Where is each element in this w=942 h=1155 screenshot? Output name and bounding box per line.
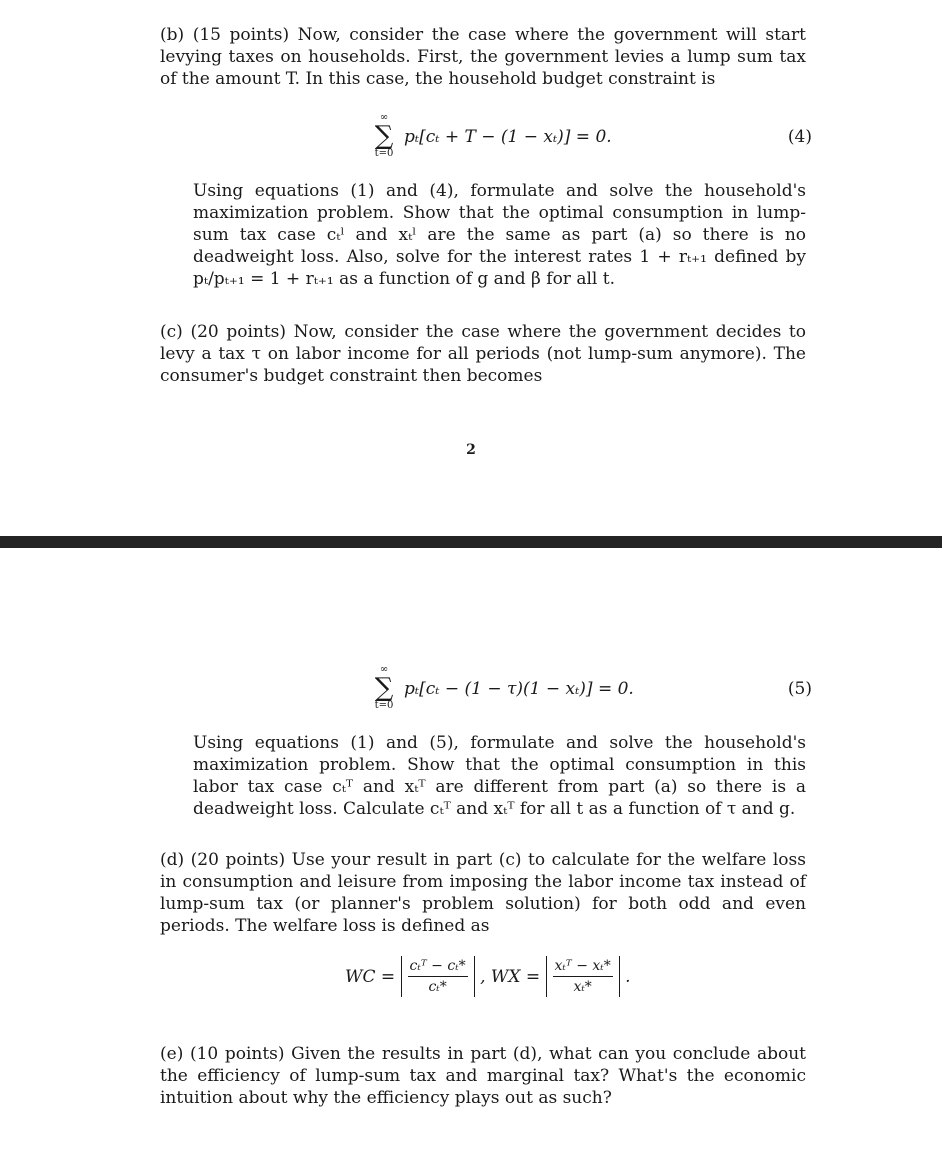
equation-4 (372, 112, 812, 172)
equation-5 (372, 664, 812, 724)
wc-numerator: cₜᵀ − cₜ* (408, 956, 468, 977)
wc-fraction (401, 956, 475, 997)
wx-denominator: xₜ* (573, 979, 592, 995)
sum-lower: t=0 (374, 700, 394, 711)
part-b-para2: Using equations (1) and (4), formulate and solve the household's maximization problem. Show that the optimal consumption in lump-sum tax case cₜˡ and xₜˡ are the same as part (a) so there is no deadweight loss. Also, solve for the interest rates 1 + rₜ₊₁ defined by pₜ/pₜ₊₁ = 1 + rₜ₊₁ as a function of g and β for all t. (193, 181, 806, 289)
equation-5-number: (5) (787, 679, 812, 699)
sum-lower: t=0 (374, 148, 394, 159)
page-number: 2 (466, 442, 476, 458)
part-d-intro (160, 849, 806, 937)
part-d-label: (d) (160, 850, 185, 870)
sum-upper: ∞ (379, 664, 389, 675)
part-c (160, 321, 806, 387)
part-b-continued (193, 180, 806, 290)
summation (372, 112, 396, 160)
page-2 (0, 548, 942, 1155)
wc-denominator: cₜ* (428, 979, 447, 995)
formula-end: . (625, 966, 631, 987)
part-b (160, 24, 806, 90)
page-1 (0, 0, 942, 536)
wx-fraction (546, 956, 620, 997)
wx-label: WX = (490, 966, 541, 987)
part-e (160, 1043, 806, 1109)
part-c-intro (160, 321, 806, 387)
part-d-text: (20 points) Use your result in part (c) to calculate for the welfare loss in consumption and leisure from imposing the labor income tax instead of lump-sum tax (or planner's problem solution) for both odd and even periods. The welfare loss is defined as (160, 850, 806, 936)
part-d (160, 849, 806, 937)
part-c-text: (20 points) Now, consider the case where the government decides to levy a tax τ on labor income for all periods (not lump-sum anymore). The consumer's budget constraint then becomes (160, 322, 806, 386)
page-divider (0, 536, 942, 548)
part-b-intro (160, 24, 806, 90)
part-e-text: (10 points) Given the results in part (d), what can you conclude about the efficiency of lump-sum tax and marginal tax? What's the economic intuition about why the efficiency plays out as such? (160, 1044, 807, 1108)
part-c-label: (c) (160, 322, 183, 342)
sigma-symbol: ∑ (374, 121, 394, 151)
part-e-label: (e) (160, 1044, 184, 1064)
sum-upper: ∞ (379, 112, 389, 123)
sigma-symbol: ∑ (374, 673, 394, 703)
part-b-label: (b) (160, 25, 185, 45)
part-c-para2: Using equations (1) and (5), formulate and solve the household's maximization problem. Show that the optimal consumption in this labor tax case cₜᵀ and xₜᵀ are different from part (a) so there is a deadweight loss. Calculate cₜᵀ and xₜᵀ for all t as a function of τ and g. (193, 733, 806, 819)
wx-numerator: xₜᵀ − xₜ* (553, 956, 613, 977)
welfare-loss-formula (345, 956, 631, 1012)
part-b-text: (15 points) Now, consider the case where the government will start levying taxes on households. First, the government levies a lump sum tax of the amount T. In this case, the household budget constraint is (160, 25, 806, 89)
equation-4-expression: pₜ[cₜ + T − (1 − xₜ)] = 0. (404, 127, 612, 147)
summation (372, 664, 396, 712)
part-c-continued (193, 732, 806, 820)
wc-label: WC = (345, 966, 396, 987)
equation-5-expression: pₜ[cₜ − (1 − τ)(1 − xₜ)] = 0. (404, 679, 634, 699)
equation-4-number: (4) (787, 127, 812, 147)
part-e-intro (160, 1043, 806, 1109)
separator: , (480, 966, 486, 987)
